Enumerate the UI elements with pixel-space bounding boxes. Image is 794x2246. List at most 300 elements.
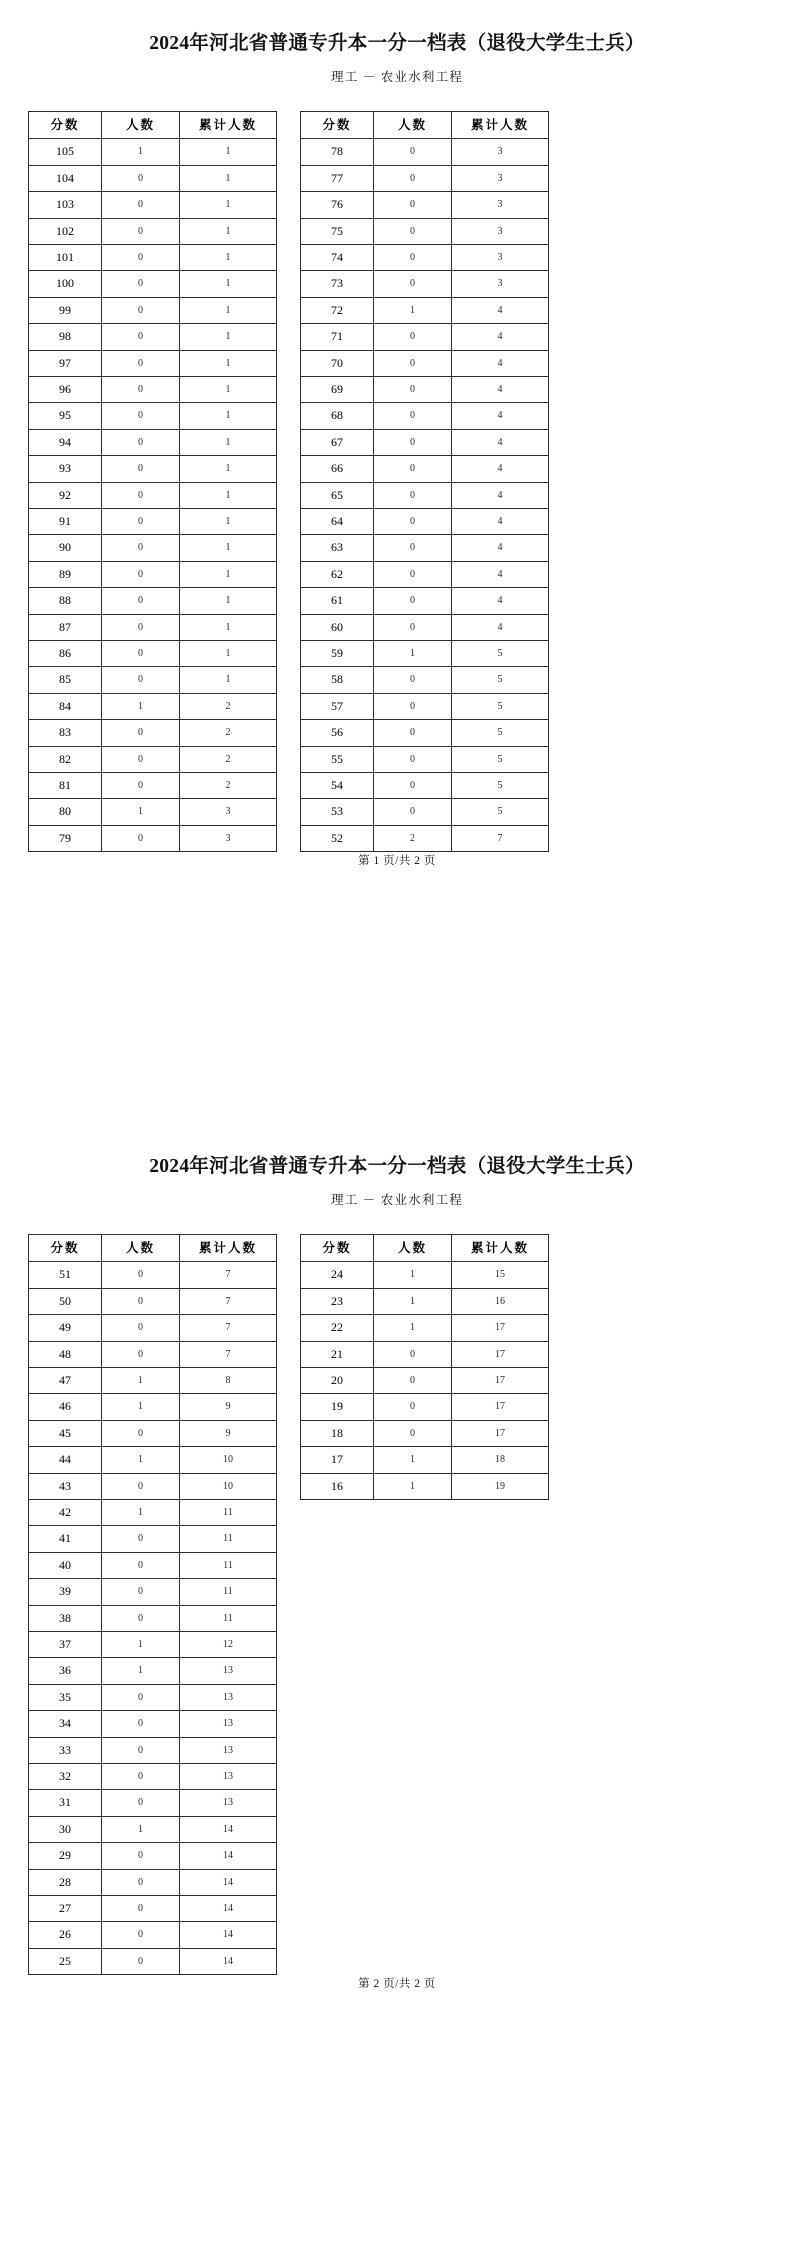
cell-score: 80 [29,799,102,825]
cell-score: 25 [29,1948,102,1974]
table-row [301,456,549,482]
cell-cumulative: 12 [180,1631,277,1657]
cell-count: 0 [102,456,180,482]
cell-score: 51 [29,1262,102,1288]
cell-count: 0 [374,482,452,508]
cell-score: 38 [29,1605,102,1631]
table-body [29,1262,277,1975]
cell-score: 91 [29,508,102,534]
cell-count: 0 [374,324,452,350]
cell-score: 99 [29,297,102,323]
table-row [301,720,549,746]
table-body [301,1262,549,1500]
table-row [29,561,277,587]
cell-score: 60 [301,614,374,640]
cell-count: 1 [374,1288,452,1314]
table-row [301,614,549,640]
cell-score: 100 [29,271,102,297]
cell-count: 0 [374,429,452,455]
cell-count: 0 [102,429,180,455]
page-subtitle: 理工 － 农业水利工程 [331,1193,463,1208]
cell-score: 76 [301,192,374,218]
cell-cumulative: 4 [452,588,549,614]
table-row [301,746,549,772]
score-table-left [28,111,276,852]
score-distribution-table [28,1234,277,1975]
table-row [29,746,277,772]
table-row [29,508,277,534]
cell-score: 27 [29,1896,102,1922]
cell-cumulative: 3 [452,192,549,218]
column-header-count: 人数 [374,1235,452,1262]
column-header-score: 分数 [301,112,374,139]
cell-cumulative: 4 [452,297,549,323]
cell-cumulative: 15 [452,1262,549,1288]
table-row [301,1420,549,1446]
cell-count: 0 [102,297,180,323]
cell-cumulative: 1 [180,588,277,614]
table-row [29,1737,277,1763]
cell-count: 0 [102,1764,180,1790]
cell-score: 86 [29,641,102,667]
page-content [0,0,794,852]
table-header-row [29,112,277,139]
cell-count: 0 [102,1948,180,1974]
table-row [29,218,277,244]
cell-cumulative: 4 [452,535,549,561]
table-row [29,1526,277,1552]
table-row [301,482,549,508]
cell-cumulative: 5 [452,720,549,746]
cell-count: 0 [102,508,180,534]
cell-cumulative: 17 [452,1367,549,1393]
cell-count: 0 [102,746,180,772]
table-row [29,1843,277,1869]
cell-score: 70 [301,350,374,376]
table-row [29,1579,277,1605]
table-row [301,350,549,376]
cell-score: 58 [301,667,374,693]
cell-score: 81 [29,773,102,799]
column-header-count: 人数 [102,112,180,139]
cell-score: 68 [301,403,374,429]
table-row [301,165,549,191]
table-row [29,667,277,693]
cell-count: 0 [374,614,452,640]
cell-cumulative: 1 [180,139,277,165]
table-row [29,482,277,508]
cell-count: 0 [374,693,452,719]
cell-cumulative: 3 [452,271,549,297]
table-row [29,1790,277,1816]
table-row [29,271,277,297]
cell-score: 53 [301,799,374,825]
cell-count: 0 [374,218,452,244]
cell-cumulative: 4 [452,561,549,587]
cell-cumulative: 3 [452,244,549,270]
table-row [301,561,549,587]
cell-score: 20 [301,1367,374,1393]
cell-score: 72 [301,297,374,323]
table-row [29,614,277,640]
table-row [29,773,277,799]
cell-cumulative: 7 [180,1341,277,1367]
cell-cumulative: 3 [452,165,549,191]
table-row [301,773,549,799]
cell-count: 0 [374,165,452,191]
cell-score: 64 [301,508,374,534]
cell-count: 0 [102,1526,180,1552]
cell-count: 0 [102,192,180,218]
table-row [301,271,549,297]
cell-count: 0 [374,244,452,270]
cell-score: 92 [29,482,102,508]
table-row [301,376,549,402]
cell-score: 28 [29,1869,102,1895]
cell-cumulative: 13 [180,1790,277,1816]
score-distribution-table [300,1234,549,1500]
table-row [29,1711,277,1737]
cell-score: 66 [301,456,374,482]
cell-score: 23 [301,1288,374,1314]
cell-score: 29 [29,1843,102,1869]
table-row [29,192,277,218]
cell-cumulative: 1 [180,667,277,693]
cell-cumulative: 8 [180,1367,277,1393]
table-row [29,376,277,402]
table-row [29,244,277,270]
cell-score: 73 [301,271,374,297]
cell-count: 1 [374,1262,452,1288]
cell-cumulative: 13 [180,1737,277,1763]
cell-score: 65 [301,482,374,508]
cell-cumulative: 18 [452,1447,549,1473]
table-row [29,1764,277,1790]
cell-score: 31 [29,1790,102,1816]
cell-score: 40 [29,1552,102,1578]
cell-count: 0 [102,1552,180,1578]
cell-count: 0 [102,561,180,587]
table-row [301,1288,549,1314]
table-row [29,1948,277,1974]
table-row [301,1315,549,1341]
cell-count: 1 [102,1394,180,1420]
cell-cumulative: 3 [180,799,277,825]
cell-cumulative: 19 [452,1473,549,1499]
table-row [29,825,277,851]
cell-score: 63 [301,535,374,561]
score-table-right [300,1234,548,1500]
cell-cumulative: 13 [180,1684,277,1710]
page-title: 2024年河北省普通专升本一分一档表（退役大学生士兵） [149,1156,645,1177]
cell-count: 0 [102,1262,180,1288]
cell-score: 59 [301,641,374,667]
cell-cumulative: 4 [452,350,549,376]
cell-score: 96 [29,376,102,402]
cell-score: 104 [29,165,102,191]
table-row [29,720,277,746]
table-row [301,192,549,218]
cell-score: 83 [29,720,102,746]
cell-cumulative: 4 [452,324,549,350]
cell-count: 0 [102,1341,180,1367]
table-row [301,1447,549,1473]
cell-cumulative: 2 [180,746,277,772]
cell-cumulative: 1 [180,429,277,455]
table-row [301,667,549,693]
table-row [29,297,277,323]
column-header-count: 人数 [374,112,452,139]
cell-cumulative: 1 [180,297,277,323]
cell-count: 0 [374,1341,452,1367]
cell-cumulative: 4 [452,456,549,482]
table-body [301,139,549,852]
table-row [301,429,549,455]
cell-cumulative: 5 [452,746,549,772]
table-row [301,1394,549,1420]
cell-count: 1 [374,297,452,323]
cell-count: 0 [374,588,452,614]
cell-count: 0 [374,535,452,561]
cell-score: 44 [29,1447,102,1473]
table-header [301,112,549,139]
cell-score: 21 [301,1341,374,1367]
cell-score: 19 [301,1394,374,1420]
cell-count: 0 [102,1790,180,1816]
cell-cumulative: 7 [180,1288,277,1314]
cell-cumulative: 1 [180,508,277,534]
cell-cumulative: 5 [452,641,549,667]
table-body [29,139,277,852]
cell-score: 87 [29,614,102,640]
score-table-right [300,111,548,852]
cell-count: 0 [102,165,180,191]
table-row [29,1447,277,1473]
cell-cumulative: 17 [452,1341,549,1367]
table-row [29,693,277,719]
cell-cumulative: 7 [180,1262,277,1288]
cell-cumulative: 1 [180,535,277,561]
score-distribution-table [300,111,549,852]
table-row [29,535,277,561]
cell-score: 98 [29,324,102,350]
cell-cumulative: 2 [180,773,277,799]
table-row [301,1473,549,1499]
score-table-left [28,1234,276,1975]
cell-score: 103 [29,192,102,218]
cell-score: 93 [29,456,102,482]
cell-score: 37 [29,1631,102,1657]
cell-count: 0 [374,667,452,693]
cell-count: 0 [102,376,180,402]
cell-score: 71 [301,324,374,350]
cell-cumulative: 5 [452,693,549,719]
cell-score: 18 [301,1420,374,1446]
cell-count: 1 [102,1367,180,1393]
table-row [301,218,549,244]
cell-count: 1 [102,1658,180,1684]
table-row [29,1552,277,1578]
cell-cumulative: 1 [180,482,277,508]
column-header-count: 人数 [102,1235,180,1262]
cell-cumulative: 3 [180,825,277,851]
cell-score: 32 [29,1764,102,1790]
table-header [301,1235,549,1262]
cell-cumulative: 4 [452,614,549,640]
table-row [301,244,549,270]
cell-score: 49 [29,1315,102,1341]
cell-score: 34 [29,1711,102,1737]
table-row [301,324,549,350]
cell-count: 0 [374,350,452,376]
cell-count: 0 [374,271,452,297]
cell-count: 0 [374,376,452,402]
cell-count: 0 [102,1869,180,1895]
cell-cumulative: 14 [180,1948,277,1974]
cell-count: 1 [102,693,180,719]
cell-cumulative: 17 [452,1315,549,1341]
cell-score: 48 [29,1341,102,1367]
cell-count: 0 [102,720,180,746]
table-row [29,1816,277,1842]
cell-cumulative: 9 [180,1420,277,1446]
cell-count: 0 [102,403,180,429]
cell-score: 57 [301,693,374,719]
cell-count: 0 [102,773,180,799]
cell-count: 0 [102,1288,180,1314]
cell-score: 78 [301,139,374,165]
cell-score: 52 [301,825,374,851]
cell-cumulative: 1 [180,192,277,218]
table-row [301,693,549,719]
cell-score: 69 [301,376,374,402]
table-row [301,1367,549,1393]
cell-score: 74 [301,244,374,270]
table-row [301,1341,549,1367]
cell-cumulative: 14 [180,1922,277,1948]
cell-cumulative: 1 [180,244,277,270]
cell-count: 2 [374,825,452,851]
cell-count: 0 [102,1896,180,1922]
table-row [29,1367,277,1393]
cell-count: 0 [102,482,180,508]
page-footer: 第 1 页/共 2 页 [358,854,436,867]
page-footer: 第 2 页/共 2 页 [358,1977,436,1990]
cell-score: 17 [301,1447,374,1473]
cell-cumulative: 3 [452,139,549,165]
table-row [301,139,549,165]
cell-score: 36 [29,1658,102,1684]
table-row [29,139,277,165]
cell-cumulative: 1 [180,561,277,587]
cell-count: 1 [374,641,452,667]
cell-cumulative: 2 [180,720,277,746]
cell-score: 35 [29,1684,102,1710]
cell-count: 0 [102,535,180,561]
page-title: 2024年河北省普通专升本一分一档表（退役大学生士兵） [149,33,645,54]
cell-count: 0 [102,1737,180,1763]
cell-count: 0 [374,799,452,825]
table-header-row [301,112,549,139]
cell-cumulative: 7 [452,825,549,851]
cell-cumulative: 4 [452,482,549,508]
page-content [0,1123,794,1975]
cell-count: 0 [102,1473,180,1499]
table-row [29,1684,277,1710]
cell-score: 75 [301,218,374,244]
cell-score: 43 [29,1473,102,1499]
cell-cumulative: 1 [180,218,277,244]
cell-count: 0 [102,1579,180,1605]
table-row [29,1315,277,1341]
cell-score: 47 [29,1367,102,1393]
cell-score: 89 [29,561,102,587]
cell-count: 0 [102,244,180,270]
cell-cumulative: 4 [452,376,549,402]
cell-score: 26 [29,1922,102,1948]
table-row [29,641,277,667]
cell-score: 55 [301,746,374,772]
cell-cumulative: 7 [180,1315,277,1341]
cell-count: 0 [374,139,452,165]
cell-score: 16 [301,1473,374,1499]
cell-count: 0 [102,1711,180,1737]
cell-cumulative: 1 [180,324,277,350]
tables-container [0,111,794,852]
table-row [29,1499,277,1525]
column-header-score: 分数 [29,112,102,139]
cell-cumulative: 1 [180,350,277,376]
cell-count: 1 [102,1816,180,1842]
cell-count: 0 [374,746,452,772]
table-row [29,588,277,614]
cell-score: 84 [29,693,102,719]
cell-score: 50 [29,1288,102,1314]
document-page [0,1123,794,2246]
cell-score: 30 [29,1816,102,1842]
cell-count: 0 [102,825,180,851]
cell-score: 22 [301,1315,374,1341]
cell-cumulative: 17 [452,1394,549,1420]
cell-score: 90 [29,535,102,561]
cell-cumulative: 2 [180,693,277,719]
table-row [301,508,549,534]
table-row [29,350,277,376]
cell-cumulative: 17 [452,1420,549,1446]
table-row [29,456,277,482]
table-row [29,799,277,825]
cell-cumulative: 11 [180,1605,277,1631]
cell-score: 94 [29,429,102,455]
cell-count: 0 [102,271,180,297]
table-row [301,403,549,429]
cell-count: 1 [102,799,180,825]
table-row [29,403,277,429]
cell-count: 0 [102,1684,180,1710]
cell-score: 39 [29,1579,102,1605]
cell-count: 0 [102,350,180,376]
cell-cumulative: 11 [180,1552,277,1578]
table-row [29,429,277,455]
table-row [301,588,549,614]
cell-count: 1 [374,1473,452,1499]
cell-count: 1 [102,139,180,165]
cell-cumulative: 1 [180,641,277,667]
cell-cumulative: 4 [452,508,549,534]
column-header-cumulative: 累计人数 [180,1235,277,1262]
cell-cumulative: 5 [452,667,549,693]
column-header-score: 分数 [29,1235,102,1262]
